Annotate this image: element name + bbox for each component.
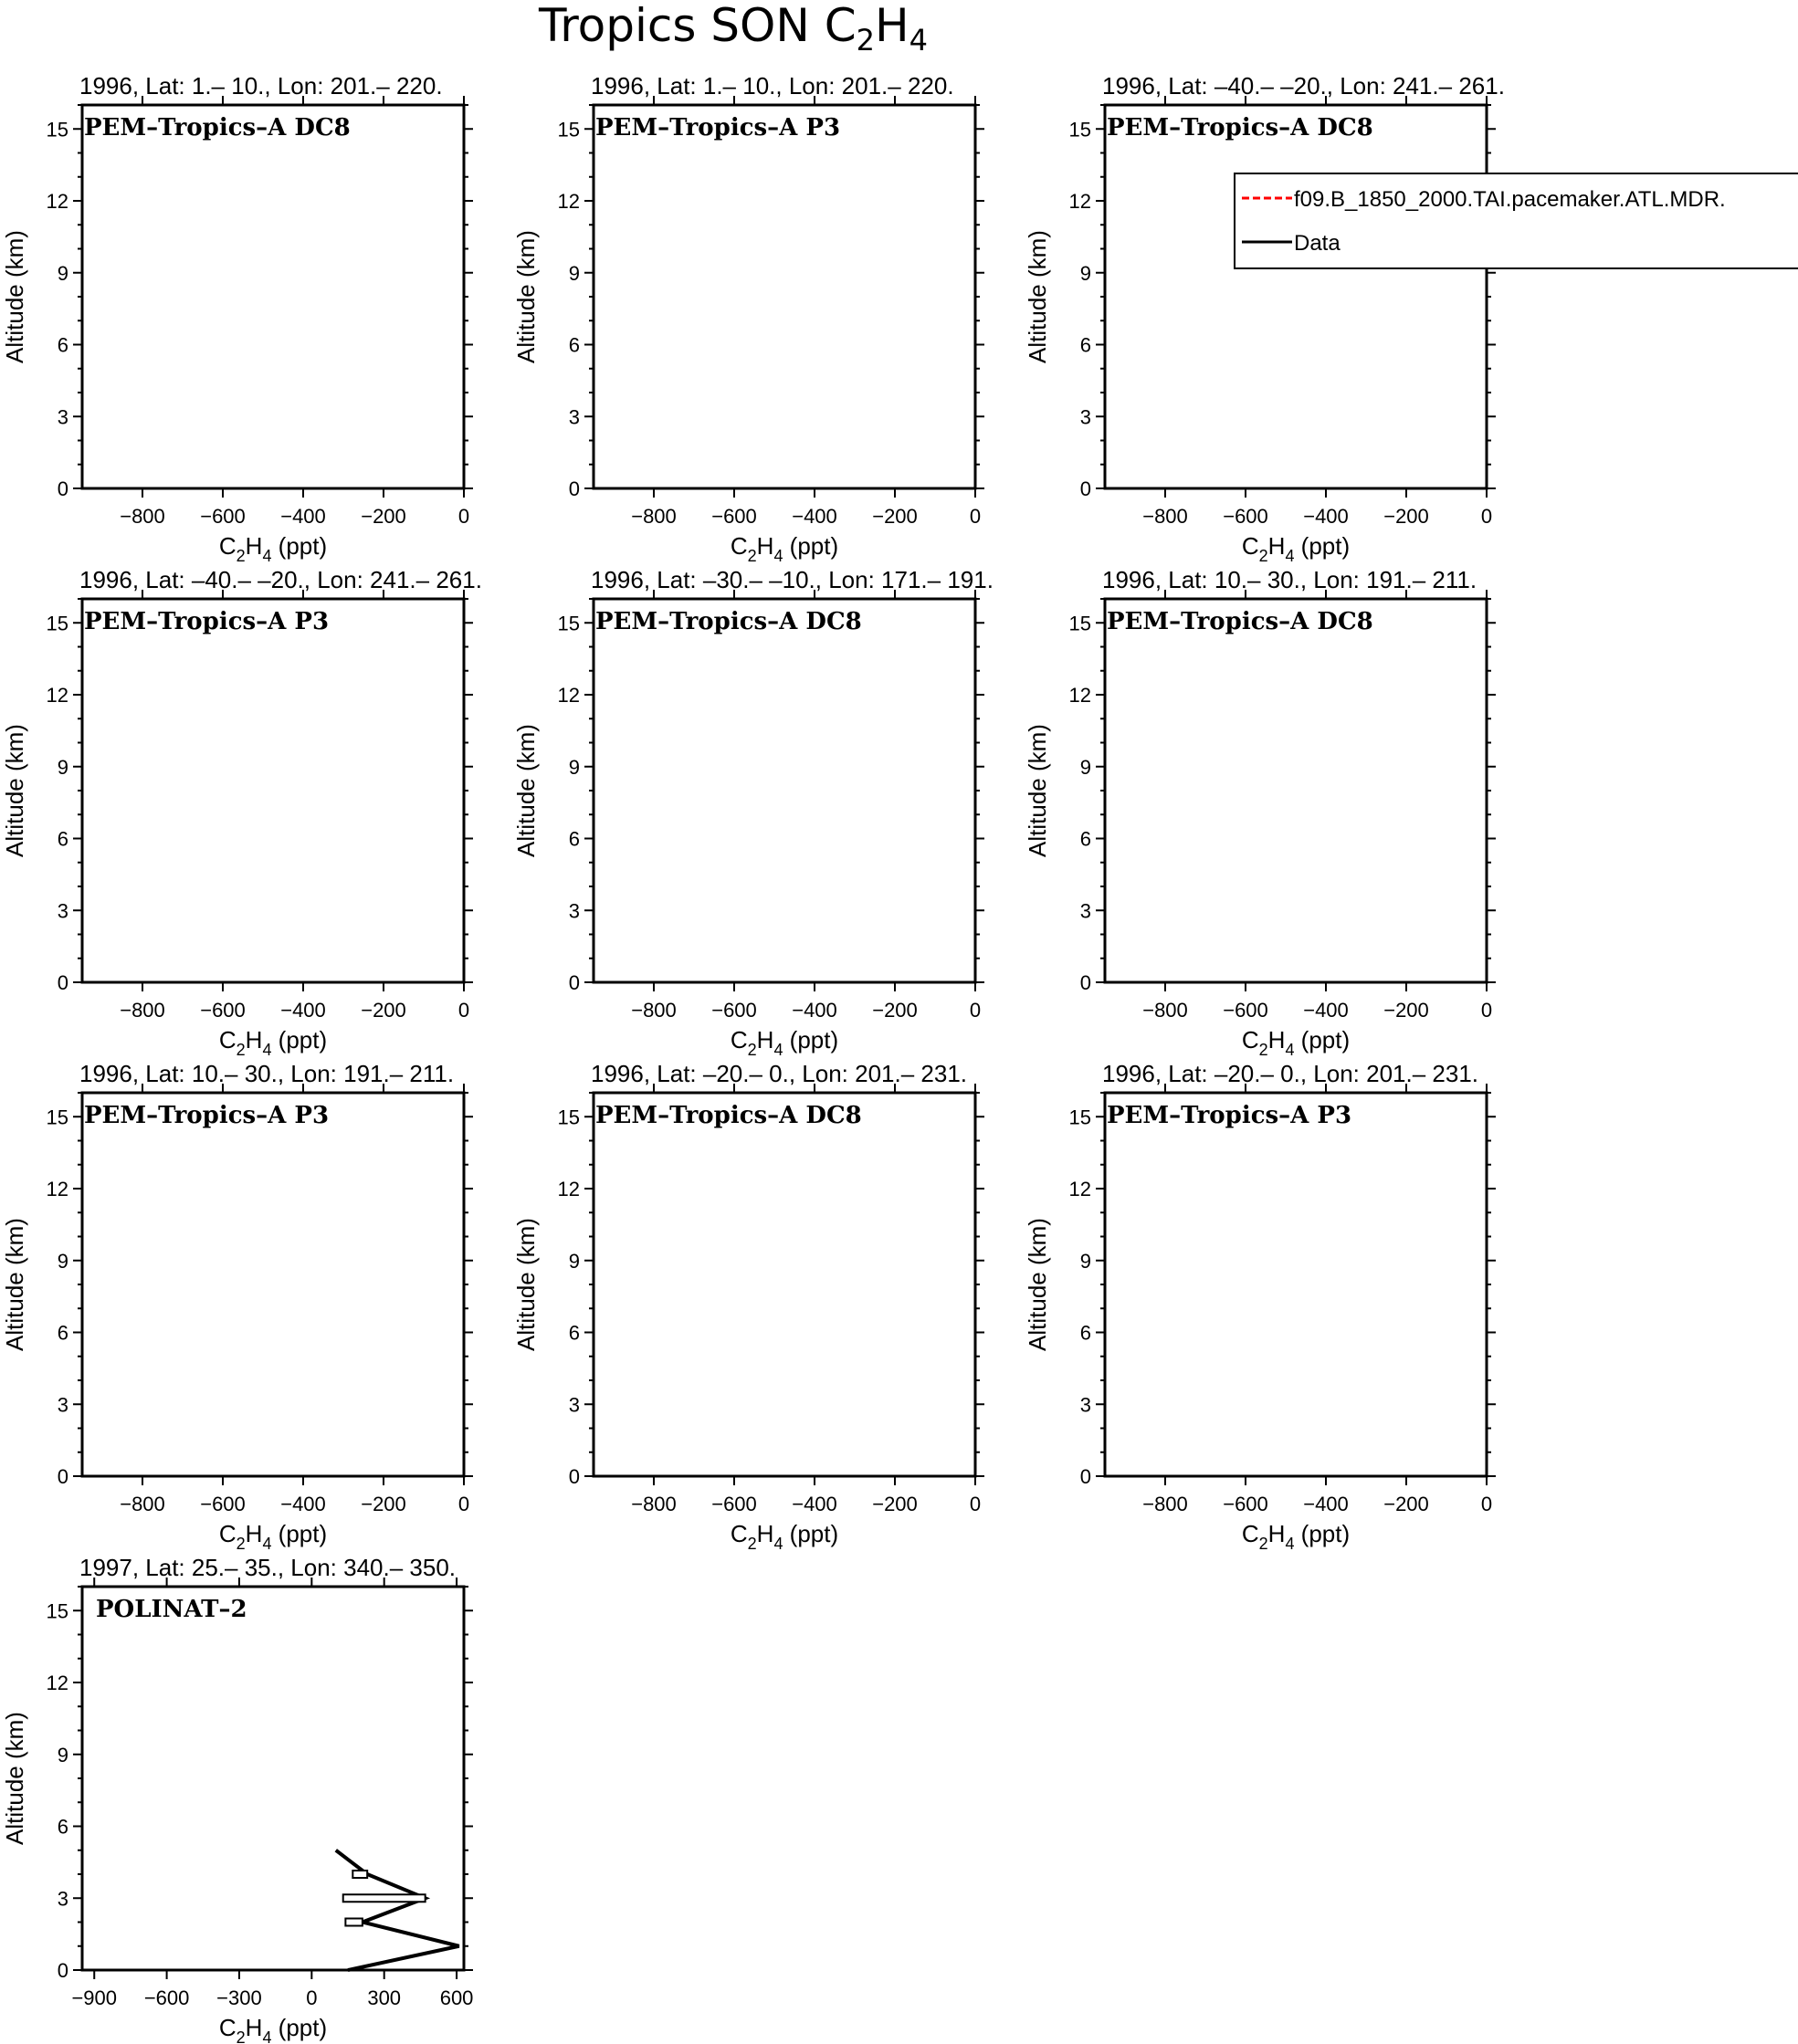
- x-axis-label-part-1: 2: [747, 1041, 757, 1059]
- x-tick-label: −400: [1303, 1493, 1349, 1515]
- x-axis-label: [1242, 532, 1350, 565]
- panel-7: [1, 1060, 473, 1553]
- x-axis-label-part-3: 4: [1285, 1041, 1295, 1059]
- x-tick-label: −400: [792, 999, 837, 1022]
- campaign-label: PEM–Tropics–A P3: [84, 1102, 330, 1129]
- y-tick-label: 3: [57, 899, 68, 923]
- y-tick-label: 3: [568, 899, 580, 923]
- y-tick-label: 12: [46, 1672, 68, 1694]
- y-tick-label: 9: [57, 755, 68, 779]
- x-tick-label: 0: [969, 505, 982, 528]
- x-tick-label: 0: [969, 1493, 982, 1515]
- x-tick-label: −600: [711, 505, 757, 528]
- y-tick-label: 3: [1079, 1393, 1091, 1417]
- y-tick-label: 0: [568, 971, 580, 994]
- x-axis-label-part-0: C: [218, 1026, 237, 1053]
- x-tick-label: −800: [120, 1493, 165, 1515]
- campaign-label: PEM–Tropics–A P3: [84, 608, 330, 635]
- y-tick-label: 3: [57, 405, 68, 429]
- y-tick-label: 3: [1079, 899, 1091, 923]
- x-tick-label: −600: [200, 999, 246, 1022]
- x-axis-label-part-4: (ppt): [783, 1026, 839, 1053]
- x-axis-label: [731, 532, 838, 565]
- x-tick-label: −800: [631, 999, 677, 1022]
- x-axis-label: [731, 1520, 838, 1553]
- panel-9: [1024, 1060, 1496, 1553]
- x-axis-label-part-4: (ppt): [1294, 532, 1351, 560]
- y-tick-label: 12: [557, 1178, 580, 1200]
- x-axis-label-part-2: H: [245, 532, 263, 560]
- panel-1: [1, 72, 473, 565]
- y-tick-label: 6: [1079, 333, 1091, 357]
- x-axis-label-part-2: H: [1267, 1520, 1286, 1547]
- plot-frame: [1105, 105, 1487, 488]
- x-axis-label: [219, 2014, 327, 2044]
- x-tick-label: −600: [1223, 999, 1268, 1022]
- y-tick-label: 9: [1079, 1249, 1091, 1273]
- y-tick-label: 0: [57, 971, 68, 994]
- x-axis-label-part-3: 4: [773, 1535, 783, 1553]
- y-axis-label: Altitude (km): [1, 1712, 28, 1845]
- x-axis-label-part-0: C: [730, 1520, 748, 1547]
- x-axis-label-part-1: 2: [236, 1535, 246, 1553]
- x-tick-label: −300: [216, 1986, 262, 2009]
- x-axis-label-part-2: H: [756, 1026, 774, 1053]
- x-axis-label-part-1: 2: [747, 1535, 757, 1553]
- y-tick-label: 6: [1079, 1321, 1091, 1345]
- plot-frame: [82, 599, 464, 982]
- plot-frame: [594, 599, 975, 982]
- x-axis-label-part-1: 2: [1258, 1041, 1268, 1059]
- x-tick-label: −800: [120, 505, 165, 528]
- x-axis-label-part-1: 2: [1258, 1535, 1268, 1553]
- x-tick-label: −600: [200, 505, 246, 528]
- y-tick-label: 15: [557, 612, 580, 635]
- panel-title: 1996, Lat: –40.– –20., Lon: 241.– 261.: [79, 566, 482, 593]
- x-tick-label: 0: [1480, 1493, 1493, 1515]
- y-tick-label: 0: [1079, 971, 1091, 994]
- x-axis-label-part-2: H: [1267, 532, 1286, 560]
- x-axis-label-part-4: (ppt): [783, 532, 839, 560]
- y-tick-label: 9: [568, 1249, 580, 1273]
- error-bar: [345, 1919, 363, 1926]
- y-tick-label: 12: [46, 684, 68, 707]
- campaign-label: PEM–Tropics–A DC8: [84, 114, 351, 142]
- panel-title: 1997, Lat: 25.– 35., Lon: 340.– 350.: [79, 1554, 457, 1581]
- y-tick-label: 0: [1079, 477, 1091, 500]
- figure-title: [538, 0, 928, 58]
- x-tick-label: −400: [792, 505, 837, 528]
- y-tick-label: 0: [1079, 1465, 1091, 1488]
- x-axis-label: [731, 1026, 838, 1059]
- x-axis-label-part-0: C: [1241, 1026, 1259, 1053]
- x-axis-label-part-4: (ppt): [1294, 1520, 1351, 1547]
- x-axis-label-part-3: 4: [1285, 547, 1295, 565]
- x-tick-label: 0: [969, 999, 982, 1022]
- y-tick-label: 0: [568, 477, 580, 500]
- panel-3: [1024, 72, 1505, 565]
- figure-title-sub2: 4: [909, 23, 928, 58]
- y-tick-label: 12: [1068, 684, 1091, 707]
- panel-4: [1, 566, 482, 1059]
- x-tick-label: −200: [1383, 999, 1429, 1022]
- x-axis-label-part-3: 4: [1285, 1535, 1295, 1553]
- x-tick-label: −600: [1223, 1493, 1268, 1515]
- x-tick-label: −600: [1223, 505, 1268, 528]
- x-axis-label-part-0: C: [218, 532, 237, 560]
- y-tick-label: 0: [57, 1959, 68, 1982]
- campaign-label: PEM–Tropics–A DC8: [1107, 608, 1373, 635]
- x-axis-label-part-0: C: [730, 1026, 748, 1053]
- campaign-label: PEM–Tropics–A P3: [1107, 1102, 1352, 1129]
- x-axis-label-part-0: C: [218, 1520, 237, 1547]
- x-tick-label: −900: [71, 1986, 118, 2009]
- y-tick-label: 15: [1068, 612, 1091, 635]
- y-tick-label: 15: [1068, 118, 1091, 142]
- y-tick-label: 12: [557, 684, 580, 707]
- x-tick-label: −200: [361, 999, 406, 1022]
- y-tick-label: 9: [568, 261, 580, 285]
- x-tick-label: −200: [361, 505, 406, 528]
- x-axis-label-part-2: H: [245, 1520, 263, 1547]
- x-axis-label-part-2: H: [245, 2014, 263, 2041]
- x-tick-label: −400: [1303, 999, 1349, 1022]
- x-tick-label: −600: [200, 1493, 246, 1515]
- y-tick-label: 15: [557, 118, 580, 142]
- x-axis-label-part-1: 2: [747, 547, 757, 565]
- y-tick-label: 9: [1079, 261, 1091, 285]
- y-tick-label: 0: [57, 1465, 68, 1488]
- y-tick-label: 3: [57, 1887, 68, 1911]
- panel-title: 1996, Lat: –30.– –10., Lon: 171.– 191.: [591, 566, 994, 593]
- panel-8: [512, 1060, 984, 1553]
- plot-frame: [1105, 599, 1487, 982]
- plot-frame: [1105, 1093, 1487, 1476]
- panel-title: 1996, Lat: 10.– 30., Lon: 191.– 211.: [1102, 566, 1477, 593]
- y-tick-label: 3: [1079, 405, 1091, 429]
- x-tick-label: 0: [457, 999, 470, 1022]
- plot-frame: [594, 1093, 975, 1476]
- y-axis-label: Altitude (km): [1, 1218, 28, 1351]
- x-tick-label: −800: [1142, 1493, 1188, 1515]
- x-axis-label-part-2: H: [756, 1520, 774, 1547]
- y-tick-label: 6: [57, 333, 68, 357]
- x-axis-label: [219, 1026, 327, 1059]
- x-axis-label-part-3: 4: [773, 1041, 783, 1059]
- y-tick-label: 9: [57, 1249, 68, 1273]
- y-tick-label: 9: [57, 1743, 68, 1766]
- panel-2: [512, 72, 984, 565]
- x-tick-label: −600: [711, 999, 757, 1022]
- data-line-1: [336, 1850, 459, 1970]
- campaign-label: PEM–Tropics–A DC8: [1107, 114, 1373, 142]
- error-bar: [352, 1871, 367, 1878]
- x-axis-label: [1242, 1520, 1350, 1553]
- x-tick-label: 0: [457, 1493, 470, 1515]
- y-axis-label: Altitude (km): [512, 724, 540, 857]
- x-tick-label: −800: [120, 999, 165, 1022]
- panel-5: [512, 566, 994, 1059]
- y-tick-label: 6: [1079, 827, 1091, 851]
- x-tick-label: −600: [143, 1986, 190, 2009]
- panel-title: 1996, Lat: 1.– 10., Lon: 201.– 220.: [79, 72, 443, 100]
- x-axis-label: [219, 1520, 327, 1553]
- plot-frame: [82, 1093, 464, 1476]
- y-tick-label: 15: [46, 612, 68, 635]
- x-axis-label-part-1: 2: [236, 1041, 246, 1059]
- x-axis-label-part-2: H: [1267, 1026, 1286, 1053]
- panels: [1, 72, 1505, 2044]
- panel-10: [1, 1554, 473, 2044]
- x-tick-label: −200: [872, 505, 918, 528]
- x-axis-label-part-2: H: [245, 1026, 263, 1053]
- figure-title-main: Tropics SON C: [539, 0, 857, 52]
- y-tick-label: 12: [1068, 1178, 1091, 1200]
- panel-title: 1996, Lat: –40.– –20., Lon: 241.– 261.: [1102, 72, 1505, 100]
- y-axis-label: Altitude (km): [1024, 230, 1051, 363]
- y-tick-label: 0: [57, 477, 68, 500]
- panel-title: 1996, Lat: 10.– 30., Lon: 191.– 211.: [79, 1060, 455, 1087]
- y-axis-label: Altitude (km): [1024, 724, 1051, 857]
- x-axis-label-part-3: 4: [262, 2028, 272, 2044]
- y-tick-label: 3: [568, 405, 580, 429]
- panel-title: 1996, Lat: 1.– 10., Lon: 201.– 220.: [591, 72, 954, 100]
- legend: [1235, 173, 1798, 268]
- plot-frame: [82, 1587, 464, 1970]
- y-tick-label: 6: [57, 1815, 68, 1839]
- x-axis-label-part-0: C: [1241, 532, 1259, 560]
- y-tick-label: 6: [568, 1321, 580, 1345]
- x-axis-label-part-2: H: [756, 532, 774, 560]
- x-tick-label: 0: [1480, 505, 1493, 528]
- x-tick-label: −400: [280, 999, 326, 1022]
- x-tick-label: 300: [367, 1986, 402, 2009]
- campaign-label: PEM–Tropics–A P3: [595, 114, 841, 142]
- x-axis-label-part-4: (ppt): [271, 1026, 328, 1053]
- x-tick-label: −800: [1142, 999, 1188, 1022]
- y-tick-label: 12: [46, 190, 68, 213]
- x-tick-label: −200: [361, 1493, 406, 1515]
- y-tick-label: 12: [1068, 190, 1091, 213]
- plot-frame: [82, 105, 464, 488]
- campaign-label: POLINAT–2: [96, 1596, 247, 1623]
- x-axis-label-part-4: (ppt): [271, 1520, 328, 1547]
- x-tick-label: 0: [1480, 999, 1493, 1022]
- x-axis-label-part-1: 2: [236, 547, 246, 565]
- x-axis-label-part-3: 4: [262, 547, 272, 565]
- x-axis-label: [1242, 1026, 1350, 1059]
- y-axis-label: Altitude (km): [1, 230, 28, 363]
- x-tick-label: −400: [792, 1493, 837, 1515]
- x-axis-label-part-4: (ppt): [271, 2014, 328, 2041]
- y-tick-label: 15: [1068, 1106, 1091, 1129]
- x-axis-label-part-4: (ppt): [783, 1520, 839, 1547]
- x-tick-label: −200: [872, 999, 918, 1022]
- y-tick-label: 9: [57, 261, 68, 285]
- y-tick-label: 6: [568, 827, 580, 851]
- y-tick-label: 9: [1079, 755, 1091, 779]
- y-tick-label: 6: [57, 827, 68, 851]
- x-axis-label-part-0: C: [730, 532, 748, 560]
- panel-title: 1996, Lat: –20.– 0., Lon: 201.– 231.: [591, 1060, 968, 1087]
- x-axis-label-part-3: 4: [262, 1041, 272, 1059]
- y-tick-label: 3: [57, 1393, 68, 1417]
- y-tick-label: 12: [46, 1178, 68, 1200]
- figure-title-mid: H: [874, 0, 910, 52]
- x-tick-label: −600: [711, 1493, 757, 1515]
- x-tick-label: −400: [1303, 505, 1349, 528]
- x-tick-label: 0: [457, 505, 470, 528]
- campaign-label: PEM–Tropics–A DC8: [595, 1102, 862, 1129]
- x-tick-label: −200: [872, 1493, 918, 1515]
- plot-frame: [594, 105, 975, 488]
- x-axis-label-part-0: C: [218, 2014, 237, 2041]
- y-axis-label: Altitude (km): [512, 1218, 540, 1351]
- y-tick-label: 6: [57, 1321, 68, 1345]
- y-tick-label: 3: [568, 1393, 580, 1417]
- legend-model-label: f09.B_1850_2000.TAI.pacemaker.ATL.MDR.: [1294, 187, 1726, 212]
- panel-title: 1996, Lat: –20.– 0., Lon: 201.– 231.: [1102, 1060, 1479, 1087]
- x-axis-label-part-3: 4: [773, 547, 783, 565]
- y-tick-label: 0: [568, 1465, 580, 1488]
- figure-title-sub1: 2: [856, 23, 875, 58]
- y-tick-label: 6: [568, 333, 580, 357]
- x-axis-label-part-0: C: [1241, 1520, 1259, 1547]
- x-tick-label: −800: [631, 1493, 677, 1515]
- x-axis-label-part-1: 2: [236, 2028, 246, 2044]
- x-axis-label-part-3: 4: [262, 1535, 272, 1553]
- y-axis-label: Altitude (km): [1, 724, 28, 857]
- x-axis-label-part-4: (ppt): [271, 532, 328, 560]
- x-tick-label: −200: [1383, 505, 1429, 528]
- x-tick-label: −800: [631, 505, 677, 528]
- x-axis-label-part-4: (ppt): [1294, 1026, 1351, 1053]
- x-tick-label: 600: [439, 1986, 474, 2009]
- x-tick-label: −800: [1142, 505, 1188, 528]
- x-tick-label: −400: [280, 505, 326, 528]
- x-tick-label: −200: [1383, 1493, 1429, 1515]
- panel-6: [1024, 566, 1496, 1059]
- campaign-label: PEM–Tropics–A DC8: [595, 608, 862, 635]
- y-axis-label: Altitude (km): [1024, 1218, 1051, 1351]
- y-tick-label: 15: [557, 1106, 580, 1129]
- x-tick-label: 0: [306, 1986, 318, 2009]
- y-tick-label: 15: [46, 1599, 68, 1623]
- y-tick-label: 12: [557, 190, 580, 213]
- y-tick-label: 9: [568, 755, 580, 779]
- legend-data-label: Data: [1294, 231, 1341, 256]
- y-tick-label: 15: [46, 1106, 68, 1129]
- error-bar: [343, 1894, 426, 1902]
- y-axis-label: Altitude (km): [512, 230, 540, 363]
- x-axis-label-part-1: 2: [1258, 547, 1268, 565]
- x-axis-label: [219, 532, 327, 565]
- y-tick-label: 15: [46, 118, 68, 142]
- x-tick-label: −400: [280, 1493, 326, 1515]
